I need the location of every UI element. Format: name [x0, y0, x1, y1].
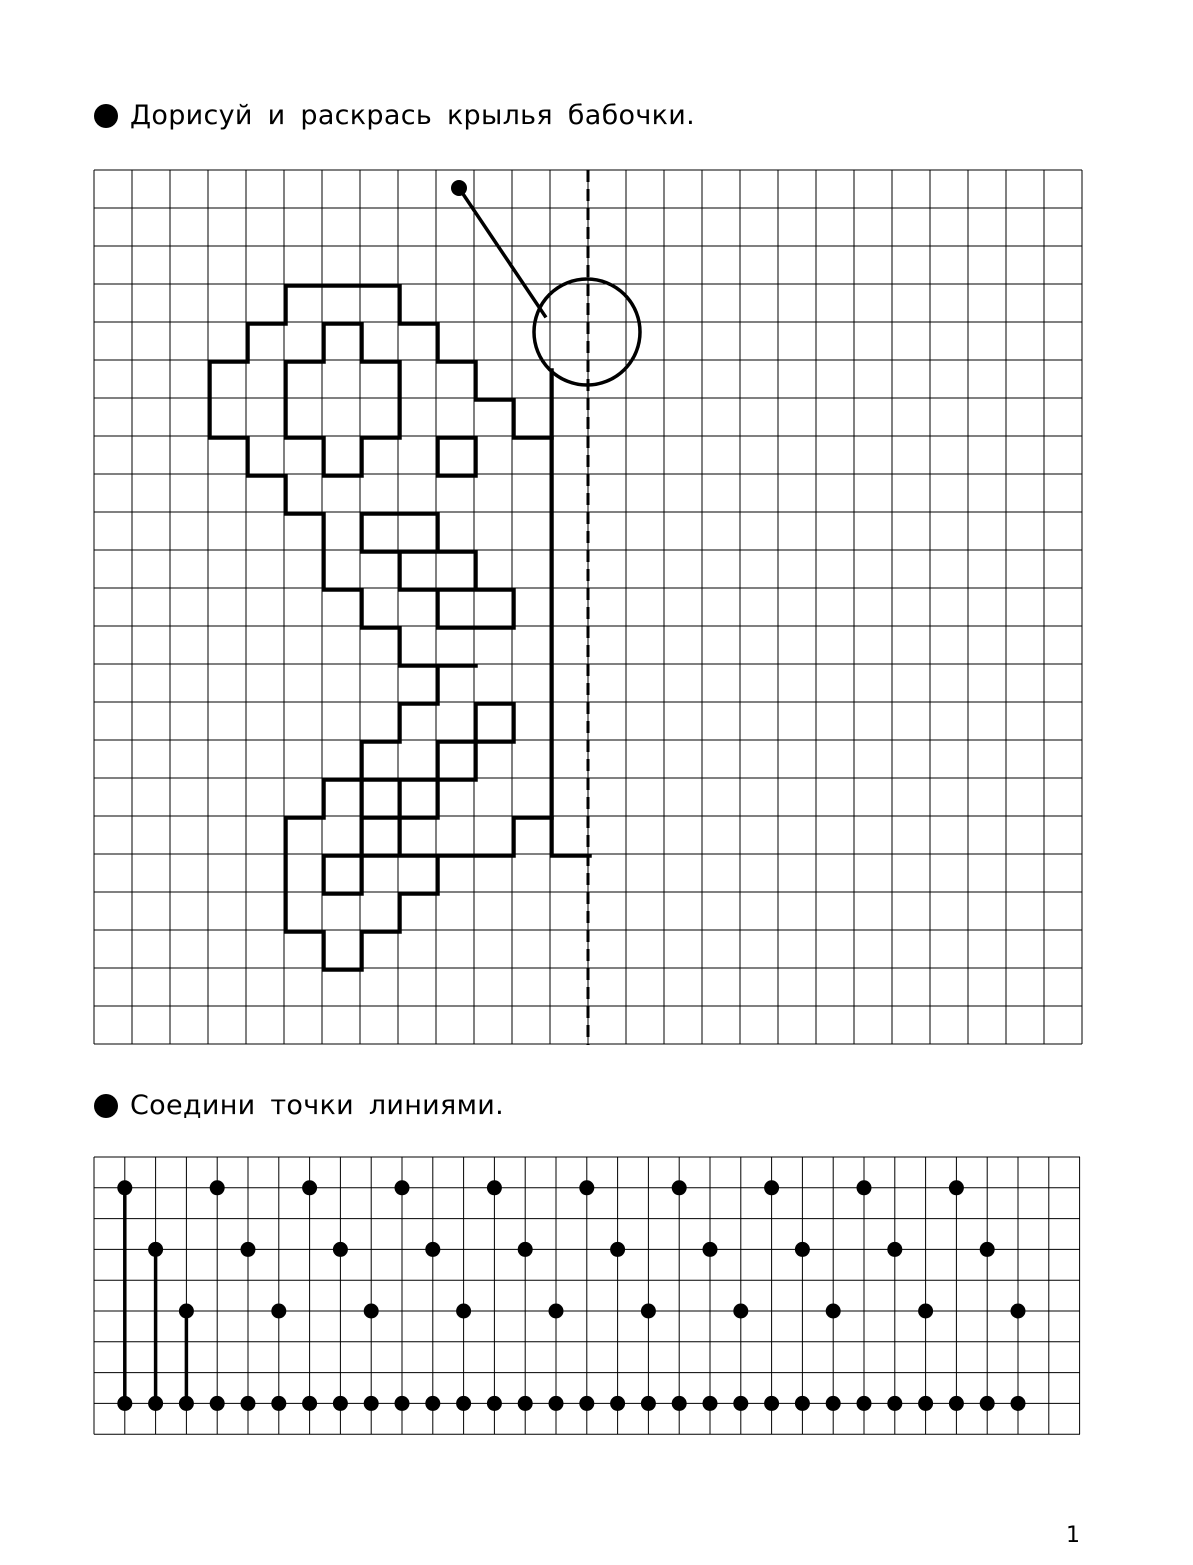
dot[interactable]	[703, 1242, 718, 1257]
dot[interactable]	[610, 1242, 625, 1257]
wing-small-square	[438, 438, 476, 476]
dot[interactable]	[918, 1304, 933, 1319]
dot[interactable]	[949, 1180, 964, 1195]
dot[interactable]	[456, 1304, 471, 1319]
dot[interactable]	[641, 1304, 656, 1319]
connect-dots[interactable]	[117, 1180, 1025, 1411]
dot[interactable]	[703, 1396, 718, 1411]
dot[interactable]	[764, 1180, 779, 1195]
dot[interactable]	[364, 1396, 379, 1411]
lower-wing-pattern	[324, 704, 514, 894]
dot[interactable]	[826, 1304, 841, 1319]
dot[interactable]	[487, 1180, 502, 1195]
task-2-text: Соедини точки линиями.	[130, 1090, 504, 1121]
dot[interactable]	[549, 1396, 564, 1411]
dot[interactable]	[579, 1180, 594, 1195]
page-number: 1	[1066, 1523, 1080, 1548]
dot[interactable]	[795, 1242, 810, 1257]
dot[interactable]	[210, 1180, 225, 1195]
wing-outline	[210, 286, 552, 666]
task-1-text: Дорисуй и раскрась крылья бабочки.	[130, 100, 695, 131]
wing-inner-diamond	[286, 324, 400, 476]
dot[interactable]	[456, 1396, 471, 1411]
dot[interactable]	[241, 1242, 256, 1257]
butterfly-antenna	[459, 188, 545, 316]
dot[interactable]	[641, 1396, 656, 1411]
dot[interactable]	[425, 1242, 440, 1257]
dot[interactable]	[887, 1396, 902, 1411]
dot[interactable]	[672, 1180, 687, 1195]
dot[interactable]	[518, 1242, 533, 1257]
dot[interactable]	[826, 1396, 841, 1411]
dot[interactable]	[395, 1396, 410, 1411]
dot[interactable]	[395, 1180, 410, 1195]
dot[interactable]	[271, 1304, 286, 1319]
dot[interactable]	[795, 1396, 810, 1411]
dot[interactable]	[579, 1396, 594, 1411]
dot[interactable]	[425, 1396, 440, 1411]
dot[interactable]	[1011, 1304, 1026, 1319]
dot[interactable]	[302, 1180, 317, 1195]
dot[interactable]	[549, 1304, 564, 1319]
dot[interactable]	[949, 1396, 964, 1411]
dot[interactable]	[733, 1396, 748, 1411]
dot[interactable]	[487, 1396, 502, 1411]
dot[interactable]	[887, 1242, 902, 1257]
butterfly-half-drawing	[210, 188, 640, 970]
dot[interactable]	[302, 1396, 317, 1411]
dot[interactable]	[980, 1396, 995, 1411]
dot[interactable]	[857, 1396, 872, 1411]
dot[interactable]	[733, 1304, 748, 1319]
dot[interactable]	[918, 1396, 933, 1411]
dot[interactable]	[241, 1396, 256, 1411]
dot[interactable]	[857, 1180, 872, 1195]
dots-grid[interactable]	[94, 1157, 1080, 1434]
dot[interactable]	[672, 1396, 687, 1411]
antenna-tip-dot	[451, 180, 467, 196]
butterfly-body	[552, 370, 590, 856]
dot[interactable]	[764, 1396, 779, 1411]
dot[interactable]	[333, 1242, 348, 1257]
dot[interactable]	[1011, 1396, 1026, 1411]
wing-stair-pattern	[362, 514, 514, 628]
dot[interactable]	[610, 1396, 625, 1411]
dot[interactable]	[271, 1396, 286, 1411]
dot[interactable]	[364, 1304, 379, 1319]
dot[interactable]	[980, 1242, 995, 1257]
dot[interactable]	[518, 1396, 533, 1411]
dot[interactable]	[333, 1396, 348, 1411]
dot[interactable]	[210, 1396, 225, 1411]
